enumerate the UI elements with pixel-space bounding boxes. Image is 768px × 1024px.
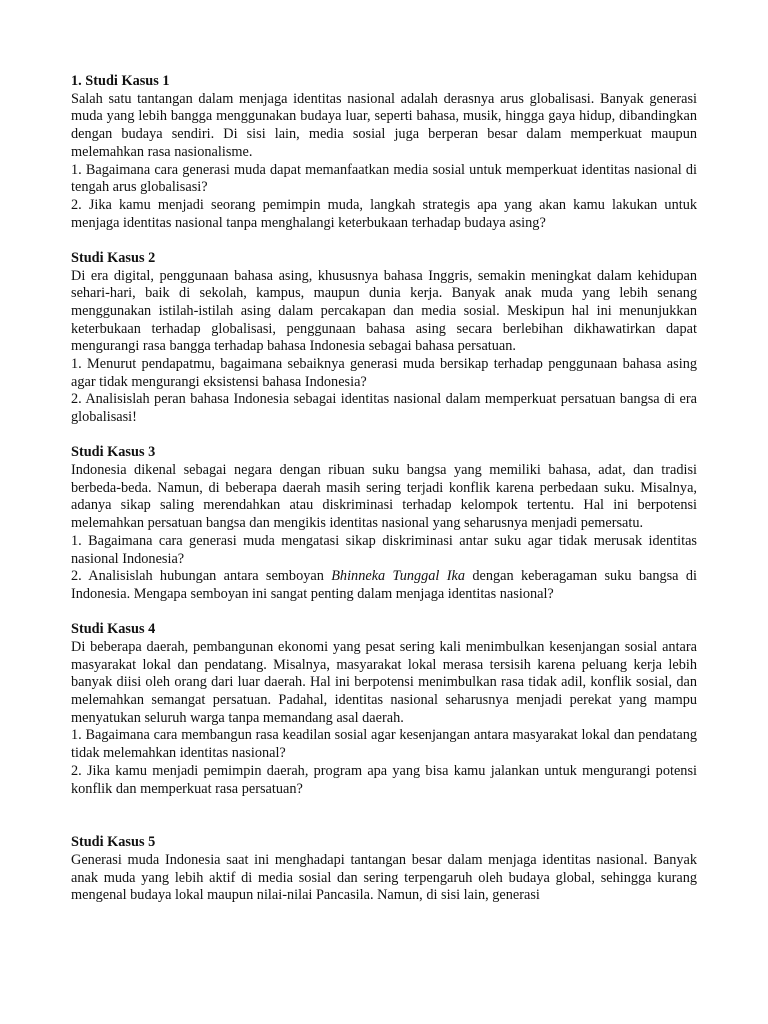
question-2: 2. Jika kamu menjadi pemimpin daerah, program apa yang bisa kamu jalankan untuk mengurangi potensi konflik dan memperkuat rasa persatuan? <box>71 762 697 797</box>
case-title: 1. Studi Kasus 1 <box>71 73 170 89</box>
question-1: 1. Bagaimana cara membangun rasa keadilan sosial agar kesenjangan antara masyarakat lokal dan pendatang tidak melemahkan identitas nasional? <box>71 727 697 762</box>
document-page <box>71 73 697 923</box>
question-2-text-start: 2. Analisislah hubungan antara semboyan <box>71 568 332 585</box>
case-5 <box>71 834 697 905</box>
case-3 <box>71 444 697 603</box>
question-1: 1. Menurut pendapatmu, bagaimana sebaiknya generasi muda bersikap terhadap penggunaan bahasa asing agar tidak mengurangi eksistensi bahasa Indonesia? <box>71 356 697 390</box>
case-paragraph: Di beberapa daerah, pembangunan ekonomi yang pesat sering kali menimbulkan kesenjangan sosial antara masyarakat lokal dan pendatang. Misalnya, masyarakat lokal merasa tersisih karena peluang kerja lebih banyak diisi oleh orang dari luar daerah. Hal ini berpotensi menimbulkan rasa tidak adil, konflik sosial, dan melemahkan semangat persatuan. Padahal, identitas nasional seharusnya menjadi perekat yang mampu menyatukan seluruh warga tanpa memandang asal daerah. <box>71 638 697 726</box>
question-2-text-end: dengan keberagaman suku bangsa di Indonesia. Mengapa semboyan ini sangat penting dalam menjaga identitas nasional? <box>71 568 697 602</box>
case-paragraph: Generasi muda Indonesia saat ini menghadapi tantangan besar dalam menjaga identitas nasional. Banyak anak muda yang lebih aktif di media sosial dan sering terpengaruh oleh budaya global, sehingga kurang mengenal budaya lokal maupun nilai-nilai Pancasila. Namun, di sisi lain, generasi <box>71 851 697 904</box>
question-2 <box>71 568 697 603</box>
case-paragraph: Indonesia dikenal sebagai negara dengan ribuan suku bangsa yang memiliki bahasa, adat, dan tradisi berbeda-beda. Namun, di beberapa daerah masih sering terjadi konflik karena perbedaan suku. Misalnya, adanya sikap saling merendahkan atau diskriminasi terhadap kelompok tertentu. Hal ini berpotensi melemahkan persatuan bangsa dan mengikis identitas nasional yang seharusnya menjadi pemersatu. <box>71 462 697 532</box>
case-title: Studi Kasus 4 <box>71 621 156 638</box>
case-4 <box>71 621 697 798</box>
case-title: Studi Kasus 2 <box>71 249 156 266</box>
question-2: 2. Jika kamu menjadi seorang pemimpin muda, langkah strategis apa yang akan kamu lakukan untuk menjaga identitas nasional tanpa menghalangi keterbukaan terhadap budaya asing? <box>71 196 697 231</box>
case-2 <box>71 250 697 427</box>
case-paragraph: Di era digital, penggunaan bahasa asing, khususnya bahasa Inggris, semakin meningkat dalam kehidupan sehari-hari, baik di sekolah, kampus, maupun dunia kerja. Banyak anak muda yang lebih senang menggunakan istilah-istilah asing dalam percakapan dan media sosial. Meskipun hal ini menunjukkan keterbukaan terhadap globalisasi, penggunaan bahasa asing secara berlebihan dikhawatirkan dapat mengurangi rasa bangga terhadap bahasa Indonesia sebagai bahasa persatuan. <box>71 267 697 355</box>
motto-text: Bhinneka Tunggal Ika <box>331 568 465 585</box>
question-1: 1. Bagaimana cara generasi muda dapat memanfaatkan media sosial untuk memperkuat identitas nasional di tengah arus globalisasi? <box>71 161 697 196</box>
case-title: Studi Kasus 3 <box>71 444 156 461</box>
case-paragraph: Salah satu tantangan dalam menjaga identitas nasional adalah derasnya arus globalisasi. Banyak generasi muda yang lebih bangga menggunakan budaya luar, seperti bahasa, musik, hingga gaya hidup, dibandingkan dengan budaya sendiri. Di sisi lain, media sosial juga berperan besar dalam memperkuat maupun melemahkan rasa nasionalisme. <box>71 90 697 160</box>
case-1 <box>71 73 697 232</box>
question-1: 1. Bagaimana cara generasi muda mengatasi sikap diskriminasi antar suku agar tidak merusak identitas nasional Indonesia? <box>71 532 697 567</box>
case-title: Studi Kasus 5 <box>71 834 156 851</box>
question-2: 2. Analisislah peran bahasa Indonesia sebagai identitas nasional dalam memperkuat persatuan bangsa di era globalisasi! <box>71 391 697 426</box>
